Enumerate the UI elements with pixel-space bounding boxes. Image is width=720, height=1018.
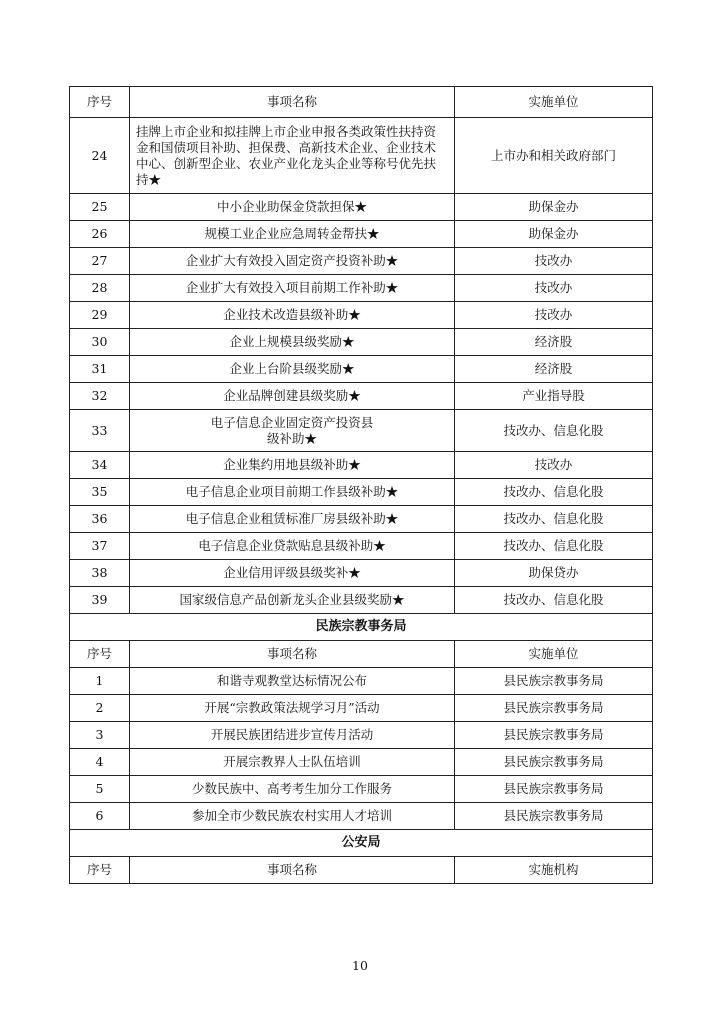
row-name: 电子信息企业贷款贴息县级补助★ (130, 533, 455, 560)
row-unit: 技改办、信息化股 (455, 506, 653, 533)
section-row-ethnic-religious (70, 614, 653, 641)
row-no: 4 (70, 749, 130, 776)
row-unit: 技改办 (455, 275, 653, 302)
row-unit: 助保贷办 (455, 560, 653, 587)
row-no: 36 (70, 506, 130, 533)
table-row (70, 221, 653, 248)
row-unit: 技改办、信息化股 (455, 410, 653, 452)
row-no: 28 (70, 275, 130, 302)
row-unit: 技改办 (455, 452, 653, 479)
row-name: 企业集约用地县级补助★ (130, 452, 455, 479)
row-no: 33 (70, 410, 130, 452)
row-unit: 助保金办 (455, 221, 653, 248)
row-unit: 经济股 (455, 356, 653, 383)
row-name: 挂牌上市企业和拟挂牌上市企业申报各类政策性扶持资金和国债项目补助、担保费、高新技术企业、企业技术中心、创新型企业、农业产业化龙头企业等称号优先扶持★ (130, 118, 455, 194)
row-unit: 县民族宗教事务局 (455, 695, 653, 722)
row-name-line: 级补助★ (266, 430, 317, 446)
row-no: 26 (70, 221, 130, 248)
table-row (70, 356, 653, 383)
table-row (70, 668, 653, 695)
row-name: 少数民族中、高考考生加分工作服务 (130, 776, 455, 803)
row-unit: 技改办 (455, 302, 653, 329)
header-unit: 实施机构 (455, 857, 653, 884)
row-no: 30 (70, 329, 130, 356)
row-no: 1 (70, 668, 130, 695)
table-header-row (70, 857, 653, 884)
table-row (70, 302, 653, 329)
header-no: 序号 (70, 857, 130, 884)
row-no: 3 (70, 722, 130, 749)
header-unit: 实施单位 (455, 87, 653, 118)
table-row (70, 749, 653, 776)
section-title: 公安局 (70, 830, 653, 857)
row-unit: 经济股 (455, 329, 653, 356)
row-unit: 技改办 (455, 248, 653, 275)
row-no: 35 (70, 479, 130, 506)
row-name: 电子信息企业项目前期工作县级补助★ (130, 479, 455, 506)
matters-table (69, 86, 653, 884)
header-name: 事项名称 (130, 641, 455, 668)
row-no: 31 (70, 356, 130, 383)
row-name: 企业信用评级县级奖补★ (130, 560, 455, 587)
row-unit: 县民族宗教事务局 (455, 803, 653, 830)
row-unit: 技改办、信息化股 (455, 587, 653, 614)
row-no: 2 (70, 695, 130, 722)
row-no: 5 (70, 776, 130, 803)
table-row (70, 329, 653, 356)
row-unit: 技改办、信息化股 (455, 479, 653, 506)
section-row-public-security (70, 830, 653, 857)
header-no: 序号 (70, 641, 130, 668)
row-unit: 县民族宗教事务局 (455, 776, 653, 803)
section-title: 民族宗教事务局 (70, 614, 653, 641)
row-name: 开展“宗教政策法规学习月”活动 (130, 695, 455, 722)
table-row (70, 452, 653, 479)
document-table-area (69, 86, 652, 884)
row-no: 34 (70, 452, 130, 479)
table-row (70, 695, 653, 722)
header-no: 序号 (70, 87, 130, 118)
row-unit: 助保金办 (455, 194, 653, 221)
row-no: 32 (70, 383, 130, 410)
table-header-row (70, 87, 653, 118)
row-name: 企业技术改造县级补助★ (130, 302, 455, 329)
row-name: 企业扩大有效投入固定资产投资补助★ (130, 248, 455, 275)
table-row (70, 776, 653, 803)
table-header-row (70, 641, 653, 668)
table-row (70, 506, 653, 533)
row-name: 参加全市少数民族农村实用人才培训 (130, 803, 455, 830)
row-unit: 县民族宗教事务局 (455, 722, 653, 749)
row-no: 25 (70, 194, 130, 221)
row-unit: 县民族宗教事务局 (455, 668, 653, 695)
row-no: 39 (70, 587, 130, 614)
table-row (70, 722, 653, 749)
row-name: 中小企业助保金贷款担保★ (130, 194, 455, 221)
row-name (130, 410, 455, 452)
row-name: 企业扩大有效投入项目前期工作补助★ (130, 275, 455, 302)
row-no: 24 (70, 118, 130, 194)
table-row (70, 383, 653, 410)
header-unit: 实施单位 (455, 641, 653, 668)
page-number: 10 (352, 958, 368, 973)
row-name: 企业品牌创建县级奖励★ (130, 383, 455, 410)
table-row (70, 118, 653, 194)
header-name: 事项名称 (130, 87, 455, 118)
row-no: 38 (70, 560, 130, 587)
row-no: 29 (70, 302, 130, 329)
header-name: 事项名称 (130, 857, 455, 884)
row-name: 企业上台阶县级奖励★ (130, 356, 455, 383)
table-row (70, 479, 653, 506)
row-name: 国家级信息产品创新龙头企业县级奖励★ (130, 587, 455, 614)
row-name: 电子信息企业租赁标准厂房县级补助★ (130, 506, 455, 533)
table-row (70, 194, 653, 221)
row-name-line: 电子信息企业固定资产投资县 (210, 414, 374, 430)
row-unit: 上市办和相关政府部门 (455, 118, 653, 194)
table-row (70, 248, 653, 275)
table-row (70, 533, 653, 560)
row-name: 和谐寺观教堂达标情况公布 (130, 668, 455, 695)
row-unit: 县民族宗教事务局 (455, 749, 653, 776)
table-row (70, 587, 653, 614)
row-name: 企业上规模县级奖励★ (130, 329, 455, 356)
table-row (70, 560, 653, 587)
row-no: 37 (70, 533, 130, 560)
row-unit: 技改办、信息化股 (455, 533, 653, 560)
row-no: 27 (70, 248, 130, 275)
table-row (70, 410, 653, 452)
row-unit: 产业指导股 (455, 383, 653, 410)
row-name: 规模工业企业应急周转金帮扶★ (130, 221, 455, 248)
table-row (70, 803, 653, 830)
row-name: 开展民族团结进步宣传月活动 (130, 722, 455, 749)
row-name: 开展宗教界人士队伍培训 (130, 749, 455, 776)
table-row (70, 275, 653, 302)
row-no: 6 (70, 803, 130, 830)
